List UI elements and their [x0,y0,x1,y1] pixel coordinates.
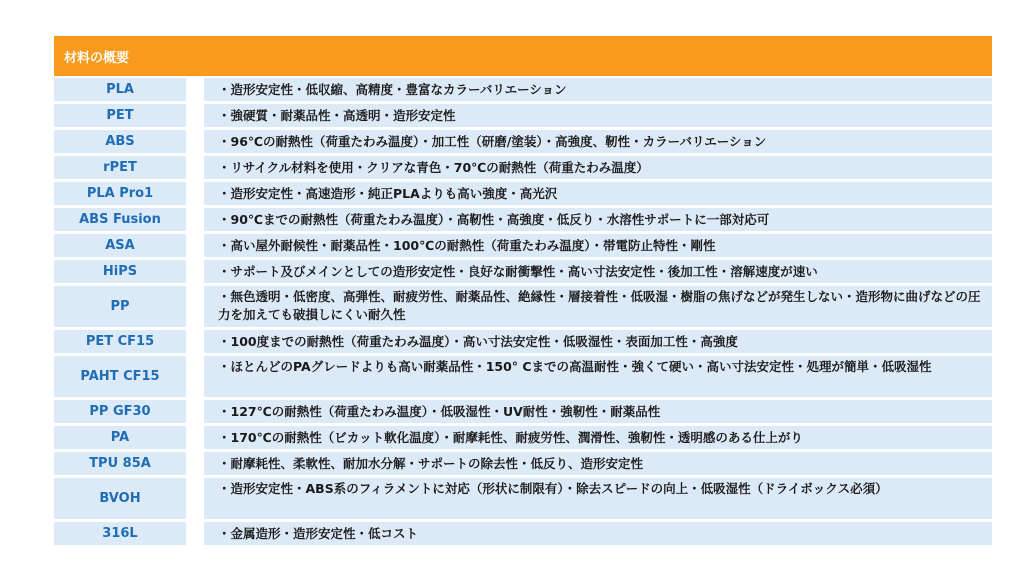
material-description: ・90℃までの耐熱性（荷重たわみ温度）・高靭性・高強度・低反り・水溶性サポートに一部対応可 [204,208,992,231]
material-description: ・金属造形・造形安定性・低コスト [204,522,992,545]
material-description: ・サポート及びメインとしての造形安定性・良好な耐衝撃性・高い寸法安定性・後加工性・溶解速度が速い [204,260,992,283]
material-description: ・無色透明・低密度、高弾性、耐疲労性、耐薬品性、絶縁性・層接着性・低吸湿・樹脂の焦げなどが発生しない・造形物に曲げなどの圧力を加えても破損しにくい耐久性 [204,286,992,327]
table-row [54,286,992,327]
table-row [54,260,992,283]
material-name: PET CF15 [54,330,186,353]
material-description: ・100度までの耐熱性（荷重たわみ温度）・高い寸法安定性・低吸湿性・表面加工性・高強度 [204,330,992,353]
material-description: ・耐摩耗性、柔軟性、耐加水分解・サポートの除去性・低反り、造形安定性 [204,452,992,475]
material-description: ・造形安定性・高速造形・純正PLAよりも高い強度・高光沢 [204,182,992,205]
table-row [54,156,992,179]
material-name: PLA [54,78,186,101]
material-name: PP [54,286,186,327]
table-row [54,330,992,353]
table-row [54,356,992,397]
material-description: ・造形安定性・低収縮、高精度・豊富なカラーバリエーション [204,78,992,101]
table-row [54,478,992,519]
table-row [54,522,992,545]
material-name: PET [54,104,186,127]
material-name: HiPS [54,260,186,283]
material-name: TPU 85A [54,452,186,475]
material-description: ・96℃の耐熱性（荷重たわみ温度）・加工性（研磨/塗装）・高強度、靭性・カラーバリエーション [204,130,992,153]
material-name: ASA [54,234,186,257]
header-title: 材料の概要 [64,50,130,66]
material-name: 316L [54,522,186,545]
table-row [54,78,992,101]
table-row [54,182,992,205]
material-description: ・高い屋外耐候性・耐薬品性・100℃の耐熱性（荷重たわみ温度）・帯電防止特性・剛性 [204,234,992,257]
material-description: ・127℃の耐熱性（荷重たわみ温度）・低吸湿性・UV耐性・強靭性・耐薬品性 [204,400,992,423]
table-row [54,452,992,475]
material-name: PP GF30 [54,400,186,423]
table-row [54,208,992,231]
material-description: ・造形安定性・ABS系のフィラメントに対応（形状に制限有）・除去スピードの向上・低吸湿性（ドライボックス必須） [204,478,992,519]
material-description: ・リサイクル材料を使用・クリアな青色・70℃の耐熱性（荷重たわみ温度） [204,156,992,179]
table-row [54,104,992,127]
table-row [54,130,992,153]
material-description: ・ほとんどのPAグレードよりも高い耐薬品性・150° Cまでの高温耐性・強くて硬い・高い寸法安定性・処理が簡単・低吸湿性 [204,356,992,397]
table-row [54,400,992,423]
material-name: ABS [54,130,186,153]
material-name: PA [54,426,186,449]
material-name: PAHT CF15 [54,356,186,397]
table-header [54,36,992,76]
material-description: ・強硬質・耐薬品性・高透明・造形安定性 [204,104,992,127]
material-name: BVOH [54,478,186,519]
materials-table [54,36,992,548]
table-row [54,234,992,257]
table-row [54,426,992,449]
material-name: rPET [54,156,186,179]
material-name: PLA Pro1 [54,182,186,205]
material-description: ・170℃の耐熱性（ビカット軟化温度）・耐摩耗性、耐疲労性、潤滑性、強靭性・透明感のある仕上がり [204,426,992,449]
material-name: ABS Fusion [54,208,186,231]
